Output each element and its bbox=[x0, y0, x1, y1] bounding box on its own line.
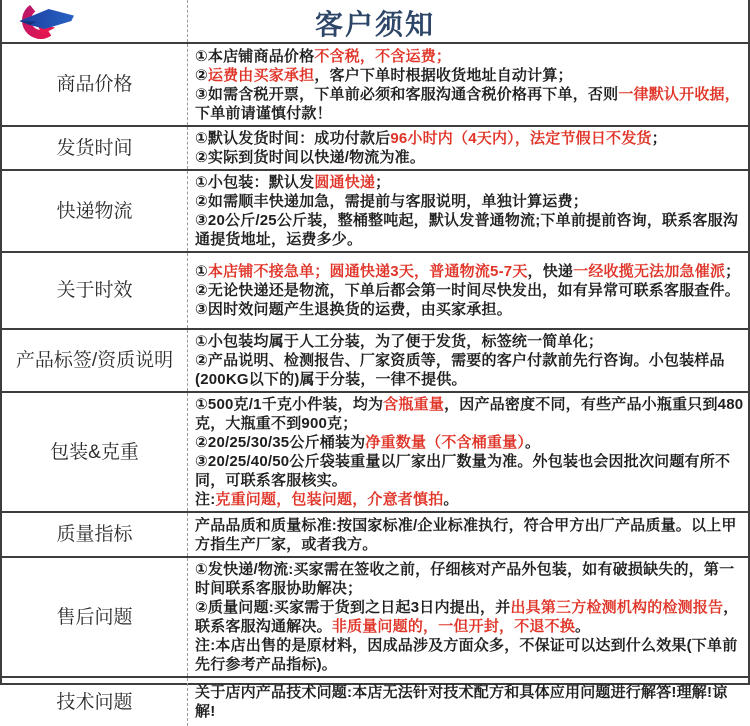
highlighted-text-run: 不含税，不含运费； bbox=[314, 47, 452, 65]
text-run: ，联系客服沟通解决。 bbox=[195, 599, 739, 635]
highlighted-text-run: 含瓶重量 bbox=[383, 396, 445, 413]
highlighted-text-run: 克重问题，包装问题，介意者慎拍 bbox=[215, 491, 444, 508]
highlighted-text-run: 圆通快递 bbox=[314, 174, 376, 191]
highlighted-text-run: 运费由买家承担 bbox=[207, 66, 315, 84]
text-run: ； bbox=[651, 130, 667, 147]
text-run: 。 bbox=[525, 434, 541, 451]
text-run: ，客户下单时根据收货地址自动计算； bbox=[314, 66, 573, 84]
table-row bbox=[2, 676, 748, 726]
row-content bbox=[187, 558, 748, 676]
text-run: ② bbox=[195, 66, 208, 84]
text-run: ②产品说明、检测报告、厂家资质等，需要的客户付款前先行咨询。小包装样品(200KG以下的)属于分装，一律不提供。 bbox=[195, 352, 725, 388]
notice-line bbox=[195, 395, 744, 433]
notice-line bbox=[195, 683, 744, 721]
notice-line bbox=[195, 433, 744, 452]
row-label: 产品标签/资质说明 bbox=[15, 350, 174, 371]
table-row bbox=[2, 556, 748, 676]
text-run: ①小包装均属于人工分装，为了便于发货，标签统一简单化； bbox=[195, 333, 604, 350]
notice-line bbox=[195, 351, 744, 389]
notice-line bbox=[195, 281, 744, 300]
text-run: 。 bbox=[443, 491, 459, 508]
table-row bbox=[2, 42, 748, 125]
notice-line bbox=[195, 516, 744, 554]
notice-line bbox=[195, 262, 744, 281]
row-label: 商品价格 bbox=[56, 74, 133, 95]
notice-line bbox=[195, 192, 744, 211]
table-row bbox=[2, 511, 748, 556]
text-run: ②如需顺丰快递加急，需提前与客服说明，单独计算运费； bbox=[195, 193, 588, 210]
notice-line bbox=[195, 47, 744, 66]
table-row bbox=[2, 169, 748, 251]
row-content bbox=[187, 171, 748, 251]
text-run: ； bbox=[725, 263, 741, 280]
text-run: ①本店铺商品价格 bbox=[195, 47, 315, 65]
text-run: 下单前请谨慎付款！ bbox=[195, 104, 332, 122]
highlighted-text-run: 本店铺不接急单；圆通快递3天，普通物流5-7天 bbox=[207, 263, 528, 280]
text-run: ，因产品密度不同，有些产品小瓶重只到480克，大瓶重不到900克； bbox=[195, 396, 744, 432]
notice-line bbox=[195, 148, 744, 167]
row-label: 关于时效 bbox=[56, 280, 133, 301]
table-row bbox=[2, 251, 748, 328]
row-content bbox=[187, 513, 748, 556]
highlighted-text-run: 非质量问题的，一但开封，不退不换 bbox=[331, 618, 576, 635]
row-label: 售后问题 bbox=[56, 606, 133, 628]
notice-line bbox=[195, 636, 744, 674]
text-run: 关于店内产品技术问题:本店无法针对技术配方和具体应用问题进行解答!理解!谅解! bbox=[195, 684, 728, 720]
page-title: 客户须知 bbox=[314, 9, 435, 40]
row-content bbox=[187, 678, 748, 726]
highlighted-text-run: 出具第三方检测机构的检测报告 bbox=[510, 599, 724, 616]
highlighted-text-run: 96小时内（4天内），法定节假日不发货 bbox=[390, 130, 652, 147]
notice-line bbox=[195, 85, 744, 123]
text-run: ②质量问题:买家需于货到之日起3日内提出，并 bbox=[195, 599, 511, 616]
text-run: ③20公斤/25公斤装，整桶整吨起，默认发普通物流;下单前提前咨询，联系客服沟通提货地址，运费多少。 bbox=[195, 212, 739, 248]
highlighted-text-run: 一律默认开收据， bbox=[618, 85, 740, 103]
text-run: ； bbox=[375, 174, 391, 191]
row-label: 包装&克重 bbox=[50, 441, 139, 463]
notice-line bbox=[195, 173, 744, 192]
text-run: ②无论快递还是物流，下单后都会第一时间尽快发出，如有异常可联系客服查件。 bbox=[195, 282, 740, 299]
highlighted-text-run: 净重数量（不含桶重量） bbox=[365, 434, 526, 451]
text-run: ②实际到货时间以快递/物流为准。 bbox=[195, 149, 426, 166]
row-content bbox=[187, 44, 748, 125]
text-run: ①小包装：默认发 bbox=[195, 174, 315, 191]
text-run: ，快递 bbox=[527, 263, 574, 280]
row-content bbox=[187, 330, 748, 391]
text-run: ① bbox=[195, 263, 208, 280]
text-run: 产品品质和质量标准:按国家标准/企业标准执行，符合甲方出厂产品质量。以上甲方指生产厂家，或者我方。 bbox=[195, 516, 737, 553]
row-label: 快递物流 bbox=[56, 200, 133, 222]
notice-line bbox=[195, 560, 744, 598]
text-run: ③20/25/40/50公斤袋装重量以厂家出厂数量为准。外包装也会因批次问题有所不同，可联系客服核实。 bbox=[195, 453, 731, 489]
header-row bbox=[2, 0, 748, 42]
table-row bbox=[2, 391, 748, 511]
notice-line bbox=[195, 598, 744, 636]
text-run: ②20/25/30/35公斤桶装为 bbox=[195, 434, 366, 451]
text-run: ①500克/1千克小件装，均为 bbox=[195, 396, 384, 413]
text-run: 注: bbox=[195, 491, 216, 508]
text-run: 注:本店出售的是原材料，因成品涉及方面众多，不保证可以达到什么效果(下单前先行参考产品指标)。 bbox=[195, 637, 738, 673]
text-run: ①默认发货时间：成功付款后 bbox=[195, 130, 391, 147]
notice-line bbox=[195, 490, 744, 509]
text-run: ③如需含税开票，下单前必须和客服沟通含税价格再下单，否则 bbox=[195, 85, 619, 103]
notice-line bbox=[195, 300, 744, 319]
row-label: 技术问题 bbox=[56, 691, 133, 713]
table-row bbox=[2, 125, 748, 169]
table-row bbox=[2, 328, 748, 391]
notice-table bbox=[2, 42, 748, 726]
notice-line bbox=[195, 452, 744, 490]
notice-line bbox=[195, 332, 744, 351]
row-content bbox=[187, 253, 748, 328]
text-run: 。 bbox=[575, 618, 591, 635]
row-content bbox=[187, 127, 748, 169]
text-run: ①发快递/物流:买家需在签收之前，仔细核对产品外包装，如有破损缺失的，第一时间联系客服协助解决； bbox=[195, 561, 735, 597]
notice-line bbox=[195, 211, 744, 249]
row-label: 发货时间 bbox=[56, 137, 133, 159]
row-label: 质量指标 bbox=[56, 524, 133, 545]
notice-line bbox=[195, 66, 744, 85]
highlighted-text-run: 一经收揽无法加急催派 bbox=[573, 263, 726, 280]
notice-line bbox=[195, 129, 744, 148]
text-run: ③因时效问题产生退换货的运费，由买家承担。 bbox=[195, 301, 512, 318]
row-content bbox=[187, 393, 748, 511]
